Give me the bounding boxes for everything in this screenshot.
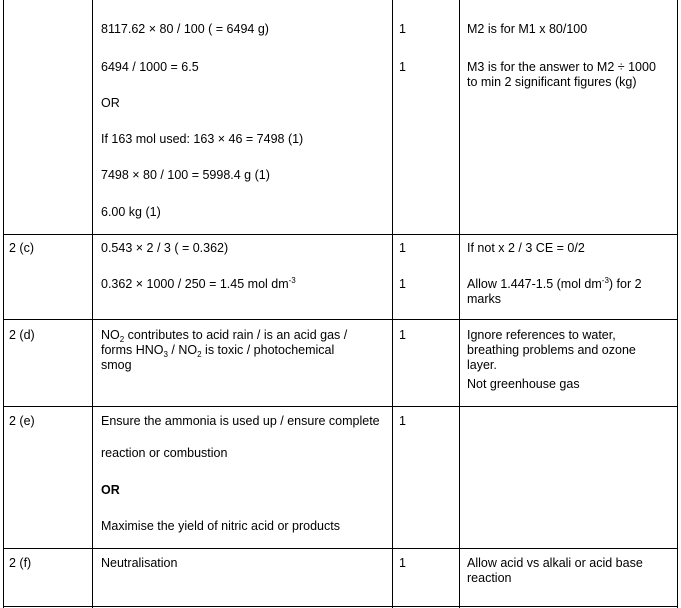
- mark-value: 1: [399, 22, 406, 36]
- mark-value: 1: [399, 328, 406, 342]
- question-number: 2 (d): [9, 328, 35, 342]
- column-divider-1: [92, 0, 93, 608]
- question-number: 2 (e): [9, 414, 35, 428]
- answer-line: If 163 mol used: 163 × 46 = 7498 (1): [101, 132, 304, 146]
- guidance-text: Ignore references to water, breathing problems and ozone layer.: [467, 328, 636, 372]
- answer-line: 7498 × 80 / 100 = 5998.4 g (1): [101, 168, 270, 182]
- question-number: 2 (c): [9, 241, 34, 255]
- mark-value: 1: [399, 241, 406, 255]
- column-divider-2: [392, 0, 393, 608]
- answer-line: 0.543 × 2 / 3 ( = 0.362): [101, 241, 229, 255]
- guidance-text: Allow 1.447-1.5 (mol $dm^{-3}$) for 2 marks: [467, 276, 642, 306]
- row-divider-2: [3, 319, 678, 320]
- mark-value: 1: [399, 556, 406, 570]
- guidance-text: If not x 2 / 3 CE = 0/2: [467, 241, 585, 255]
- answer-line: Neutralisation: [101, 556, 178, 570]
- mark-value: 1: [399, 60, 406, 74]
- column-divider-3: [459, 0, 460, 608]
- answer-line: 8117.62 × 80 / 100 ( = 6494 g): [101, 22, 269, 36]
- row-divider-3: [3, 406, 678, 407]
- table-border-left: [3, 0, 4, 608]
- guidance-text: Not greenhouse gas: [467, 377, 580, 391]
- guidance-text: Allow acid vs alkali or acid base reaction: [467, 556, 643, 585]
- answer-line: 6494 / 1000 = 6.5: [101, 60, 199, 74]
- mark-value: 1: [399, 414, 406, 428]
- row-divider-4: [3, 548, 678, 549]
- answer-line: Ensure the ammonia is used up / ensure complete: [101, 414, 380, 428]
- table-border-right: [677, 0, 678, 608]
- answer-line: reaction or combustion: [101, 446, 228, 460]
- answer-line: 6.00 kg (1): [101, 205, 161, 219]
- question-number: 2 (f): [9, 556, 32, 570]
- guidance-text: M3 is for the answer to M2 ÷ 1000 to min 2 significant figures (kg): [467, 60, 656, 89]
- row-divider-1: [3, 234, 678, 235]
- answer-or: OR: [101, 483, 120, 497]
- answer-line: OR: [101, 96, 120, 110]
- mark-value: 1: [399, 277, 406, 291]
- answer-text: $NO_2$ contributes to acid rain / is an acid gas / forms $HNO_3 / NO_2$ is toxic / photochemical smog: [101, 328, 348, 372]
- answer-line: 0.362 × 1000 / 250 = 1.45 mol $dm^{-3}$: [101, 276, 296, 291]
- row-divider-5: [3, 606, 678, 607]
- guidance-text: M2 is for M1 x 80/100: [467, 22, 588, 36]
- answer-line: Maximise the yield of nitric acid or products: [101, 519, 340, 533]
